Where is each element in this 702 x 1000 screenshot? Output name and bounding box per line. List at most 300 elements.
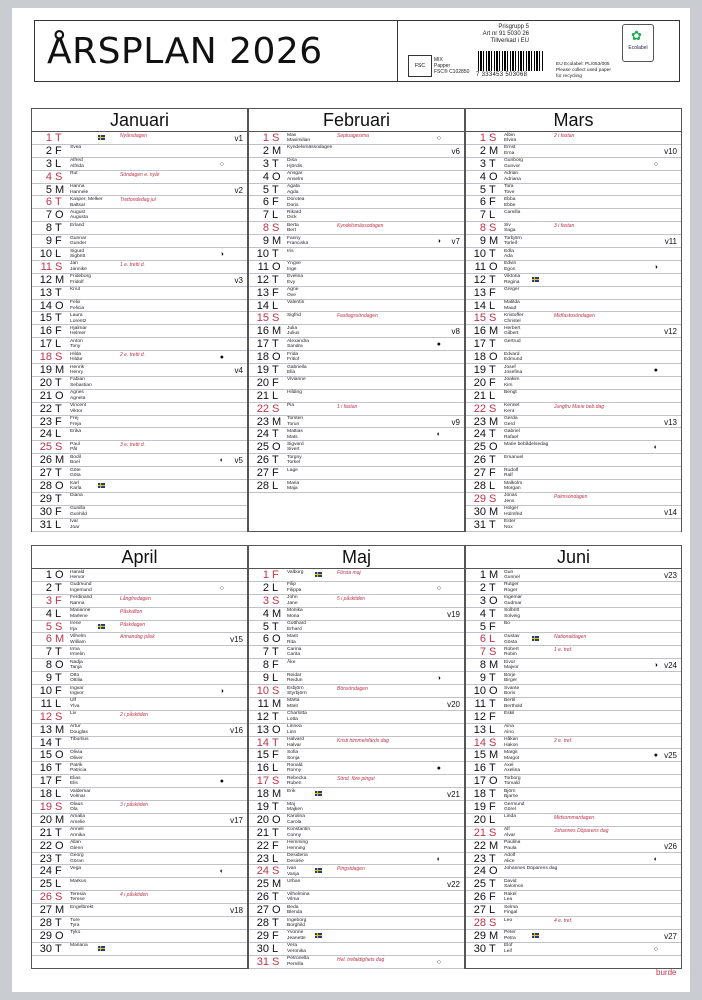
day-row [466,762,681,775]
weekday-letter: T [55,917,62,930]
day-number: 19 [256,364,269,377]
day-row [249,943,464,956]
name-day-line: Gerd [504,421,515,427]
weekday-letter: S [489,736,497,749]
name-day [504,711,514,717]
name-day [504,750,519,761]
day-row [249,646,464,659]
flag-day-icon [98,624,105,629]
name-day [287,711,307,722]
name-day [70,223,84,229]
weekday-letter: S [489,646,497,659]
day-row [466,441,681,454]
day-number: 18 [473,788,486,801]
weekday-letter: L [55,428,62,441]
day-row [32,506,247,519]
day-number: 10 [39,248,52,261]
page-title: ÅRSPLAN 2026 [47,31,323,72]
week-number: v7 [451,237,460,247]
day-number: 21 [256,826,269,839]
weekday-letter: L [489,389,496,402]
day-row [249,222,464,235]
name-day [70,416,81,427]
month-name: Juni [466,546,681,569]
name-day-line: Fabian [70,377,85,383]
weekday-letter: T [272,917,279,930]
name-day-line: Fridolf [70,279,84,285]
day-row [249,132,464,145]
name-day-line: Evy [287,279,296,285]
name-day-line: Ada [504,254,513,260]
day-row [466,196,681,209]
weekday-letter: S [55,620,63,633]
day-number: 23 [256,415,269,428]
day-row [249,145,464,158]
name-day-line: Knut [70,287,81,293]
name-day [287,840,308,851]
weekday-letter: M [489,569,499,581]
day-row [466,865,681,878]
day-number: 1 [45,569,52,581]
day-number: 19 [39,364,52,377]
weekday-letter: T [272,183,279,196]
name-day [287,468,298,474]
name-day-line: Charlotta [287,711,307,717]
name-day [504,918,512,924]
day-number: 21 [39,826,52,839]
weekday-letter: T [55,467,62,480]
name-day-line: Freja [70,421,82,427]
name-day-line: Emanuel [504,454,524,460]
day-number: 22 [256,839,269,852]
weekday-letter: S [489,222,497,235]
name-day-line: Evelina [287,274,304,280]
name-day [70,455,81,466]
name-day-line: Alfred [70,158,83,164]
name-day [287,724,302,735]
name-day [287,236,308,247]
weekday-letter: S [55,710,63,723]
name-day [70,352,83,363]
weekday-letter: O [55,480,64,493]
day-row [466,737,681,750]
name-day-line: Halvar [287,742,302,748]
day-number: 26 [39,891,52,904]
name-day-line: Kyndelsmässodagen [287,145,333,151]
weekday-letter: F [55,775,62,788]
name-day-line: Bengt [504,390,517,396]
name-day [504,905,518,916]
name-day-line: Ivan [287,865,297,871]
day-row [466,390,681,403]
name-day [287,660,295,666]
day-row [466,235,681,248]
day-row [32,595,247,608]
day-row [249,827,464,840]
name-day-line: Alice [504,858,515,864]
flag-day-icon [98,946,105,951]
day-row [249,364,464,377]
name-day-line: Inge [287,267,297,272]
day-number: 24 [473,428,486,441]
day-number: 23 [39,852,52,865]
weekday-letter: T [55,852,62,865]
weekday-letter: L [272,209,279,222]
name-day-line: Mattias [287,428,303,434]
name-day-line: Lage [287,467,298,473]
day-row [466,338,681,351]
day-number: 27 [473,904,486,917]
name-day-line: Reidar [287,672,302,678]
name-day-line: Vilma [287,897,300,903]
name-day [504,802,524,813]
name-day-line: Greger [504,287,520,293]
weekday-letter: O [272,170,281,183]
name-day-line: Styrbjörn [287,691,307,697]
month-januari [31,108,248,532]
name-day [287,814,305,825]
name-day-line: Hjalmar [70,325,87,331]
weekday-letter: L [55,518,62,531]
name-day [287,158,302,169]
name-day-line: Mona [287,613,300,619]
name-day-line: Ronald [287,762,303,768]
week-number: v6 [451,146,460,156]
name-day-line: Oliver [70,755,83,761]
name-day [70,249,85,260]
day-row [32,235,247,248]
name-day [504,236,522,247]
name-day-line: Saga [504,228,516,234]
name-day-line: Boel [70,460,80,466]
day-number: 4 [479,170,486,183]
name-day [70,390,86,401]
name-day [287,145,332,151]
day-number: 17 [39,338,52,351]
weekday-letter: L [55,248,62,261]
name-day-line: Julius [287,331,300,337]
holiday-label: 2 e. tref. [554,737,573,744]
day-number: 5 [45,183,52,196]
name-day [287,763,303,774]
holiday-label: Midsommardagen [554,814,595,821]
day-number: 11 [257,260,269,273]
day-number: 1 [479,132,486,144]
day-number: 4 [45,170,52,183]
name-day-line: Ingemund [70,587,92,593]
name-day-line: Bertil [504,698,516,704]
name-day-line: Märit [287,704,298,709]
month-mars [465,108,682,532]
day-number: 25 [473,878,486,891]
weekday-letter: T [272,248,279,261]
name-day-line: Maj [287,801,295,807]
day-number: 24 [256,865,269,878]
day-row [466,582,681,595]
weekday-letter: L [272,942,279,955]
weekday-letter: L [489,813,496,826]
name-day-line: Marianne [70,608,91,614]
name-day-line: Otto [70,672,80,678]
name-day-line: Edvard [504,351,520,357]
name-day-line: Viktor [70,408,83,414]
day-number: 6 [262,633,269,646]
name-day-line: Bodil [70,454,81,460]
day-number: 17 [473,775,486,788]
name-day-line: Hildur [70,357,83,363]
name-day-line: Laura [70,312,83,318]
day-number: 1 [479,569,486,581]
day-row [249,904,464,917]
day-number: 9 [262,672,269,685]
name-day-line: Mats [287,434,298,440]
weekday-letter: M [489,659,499,672]
name-day-line: Anneli [70,827,84,833]
day-number: 21 [473,389,486,402]
weekday-letter: T [489,942,496,955]
day-row [32,403,247,416]
week-number: v16 [230,725,243,735]
name-day-line: Gabriella [287,364,307,370]
flag-day-icon [532,277,539,282]
name-day-line: Olaus [70,801,83,807]
weekday-letter: L [489,723,496,736]
day-number: 29 [39,929,52,942]
week-number: v11 [664,237,677,247]
name-day [70,493,83,499]
day-number: 25 [256,878,269,891]
name-day [504,429,520,440]
ecolabel-info: EU Ecolabel: PL/053/005 Please collect used paper for recycling [556,62,611,79]
day-number: 22 [256,402,269,415]
name-day-line: Marlene [70,613,88,619]
day-row [32,672,247,685]
name-day-line: Svante [504,685,520,691]
name-day [70,570,85,581]
fsc-logo-icon: FSC [408,55,432,77]
day-number: 25 [256,441,269,454]
day-number: 26 [256,454,269,467]
day-number: 9 [45,235,52,248]
day-row [466,930,681,943]
name-day [287,210,301,221]
weekday-letter: L [55,697,62,710]
weekday-letter: O [55,209,64,222]
name-day [70,698,80,709]
name-day [287,223,299,234]
name-day [287,647,301,658]
weekday-letter: O [489,685,498,698]
weekday-letter: S [55,441,63,454]
weekday-letter: S [55,260,63,273]
weekday-letter: L [489,904,496,917]
day-row [466,827,681,840]
day-row [466,621,681,634]
name-day-line: Åke [287,659,296,665]
weekday-letter: T [55,826,62,839]
weekday-letter: F [55,865,62,878]
name-day-line: Gunder [70,241,87,247]
week-number: v8 [451,327,460,337]
holiday-label: Sönd. före pingst [337,776,375,783]
name-day [70,892,86,903]
name-day-line: Linnea [287,724,302,730]
name-day [70,365,84,376]
day-number: 12 [473,273,486,286]
day-row [249,891,464,904]
weekday-letter: M [489,235,499,248]
name-day-line: Pål [70,447,78,453]
name-day [504,287,519,293]
flag-day-icon [98,483,105,488]
name-day [504,789,518,800]
name-day [70,339,83,350]
name-day-line: Solbritt [504,608,520,614]
day-row [466,853,681,866]
weekday-letter: L [272,480,279,493]
name-day-line: Erhard [287,626,302,632]
day-row [32,312,247,325]
name-day-line: Petronella [287,956,310,962]
weekday-letter: M [489,325,499,338]
weekday-letter: F [489,801,496,814]
name-day-line: Ivar [70,519,79,525]
weekday-letter: S [489,917,497,930]
name-day-line: Linn [287,729,297,735]
name-day-line: Göta [70,473,81,479]
name-day-line: Gertrud [504,338,521,344]
day-row [466,519,681,532]
name-day-line: Agne [287,287,299,293]
name-day [70,737,89,743]
name-day [504,326,520,337]
name-day [287,403,294,409]
name-day-line: Felicia [70,305,85,311]
day-row [32,865,247,878]
day-row [32,428,247,441]
day-row [249,711,464,724]
name-day-line: Pia [287,403,295,409]
day-number: 22 [473,839,486,852]
day-number: 7 [479,209,486,222]
name-day [504,866,557,872]
week-number: v26 [664,841,677,851]
weekday-letter: T [55,196,62,209]
name-day-line: Tony [70,344,81,350]
name-day-line: Franciska [287,241,309,247]
day-number: 15 [39,749,52,762]
name-day [287,634,298,645]
name-day-line: Tora [504,184,514,190]
weekday-letter: T [272,273,279,286]
name-day [70,313,86,324]
name-day-line: Rebecka [287,775,307,781]
name-day [287,802,303,813]
day-number: 28 [39,917,52,930]
weekday-letter: F [272,376,279,389]
holiday-label: Annandag påsk [120,634,155,641]
day-row [32,300,247,313]
weekday-letter: O [55,659,64,672]
day-row [466,209,681,222]
name-day-line: Disa [287,158,297,164]
month-name: Januari [32,109,247,132]
barcode-icon [478,51,544,71]
day-row [466,775,681,788]
day-number: 24 [473,865,486,878]
name-day-line: Elof [504,943,513,949]
day-number: 25 [39,441,52,454]
name-day-line: Regina [504,279,520,285]
name-day-line: Görel [504,807,516,813]
day-row [32,480,247,493]
day-number: 17 [256,338,269,351]
day-number: 23 [256,852,269,865]
day-number: 20 [256,813,269,826]
holiday-label: 1 e. tretti d. [120,261,146,268]
weekday-letter: O [489,775,498,788]
day-number: 12 [39,710,52,723]
name-day-line: Rakel [504,891,517,897]
day-row [466,377,681,390]
weekday-letter: T [489,248,496,261]
day-row [249,171,464,184]
moon-phase-icon: ● [653,752,658,760]
weekday-letter: T [55,132,62,144]
name-day-line: Ingeborg [287,917,307,923]
name-day [504,313,523,324]
name-day-line: Valdemar [70,788,91,794]
name-day-line: Holger [504,506,519,512]
day-row [32,904,247,917]
month-juni [465,545,682,969]
name-day-line: Hanna [70,184,85,190]
name-day-line: Borghild [287,923,305,929]
name-day [287,789,295,795]
day-number: 14 [473,736,486,749]
day-row [466,801,681,814]
name-day-line: Fingal [504,910,518,916]
name-day [70,750,83,761]
name-day-line: Henning [287,845,306,851]
name-day [70,853,84,864]
name-day-line: Ottilia [70,678,83,684]
day-row [466,633,681,646]
week-number: v22 [447,880,460,890]
name-day-line: Glenn [70,845,84,851]
ecolabel-logo-icon: ✿ Ecolabel [622,24,654,62]
name-day-line: Terese [70,897,85,903]
day-row [466,672,681,685]
name-day-line: Gerda [504,416,518,422]
name-day [504,621,510,627]
day-number: 25 [473,441,486,454]
day-number: 30 [39,942,52,955]
day-number: 7 [262,646,269,659]
weekday-letter: T [272,826,279,839]
weekday-letter: M [489,929,499,942]
day-row [249,775,464,788]
name-day-line: Kasper, Melker [70,196,103,202]
name-day-line: Rikard [287,209,302,215]
day-row [32,685,247,698]
day-row [249,287,464,300]
name-day-line: Viktoria [504,274,521,280]
holiday-label: Trettondedag jul [120,197,156,204]
moon-phase-icon: ◐ [219,457,224,465]
month-name: Mars [466,109,681,132]
name-day-line: Adolf [504,853,516,859]
